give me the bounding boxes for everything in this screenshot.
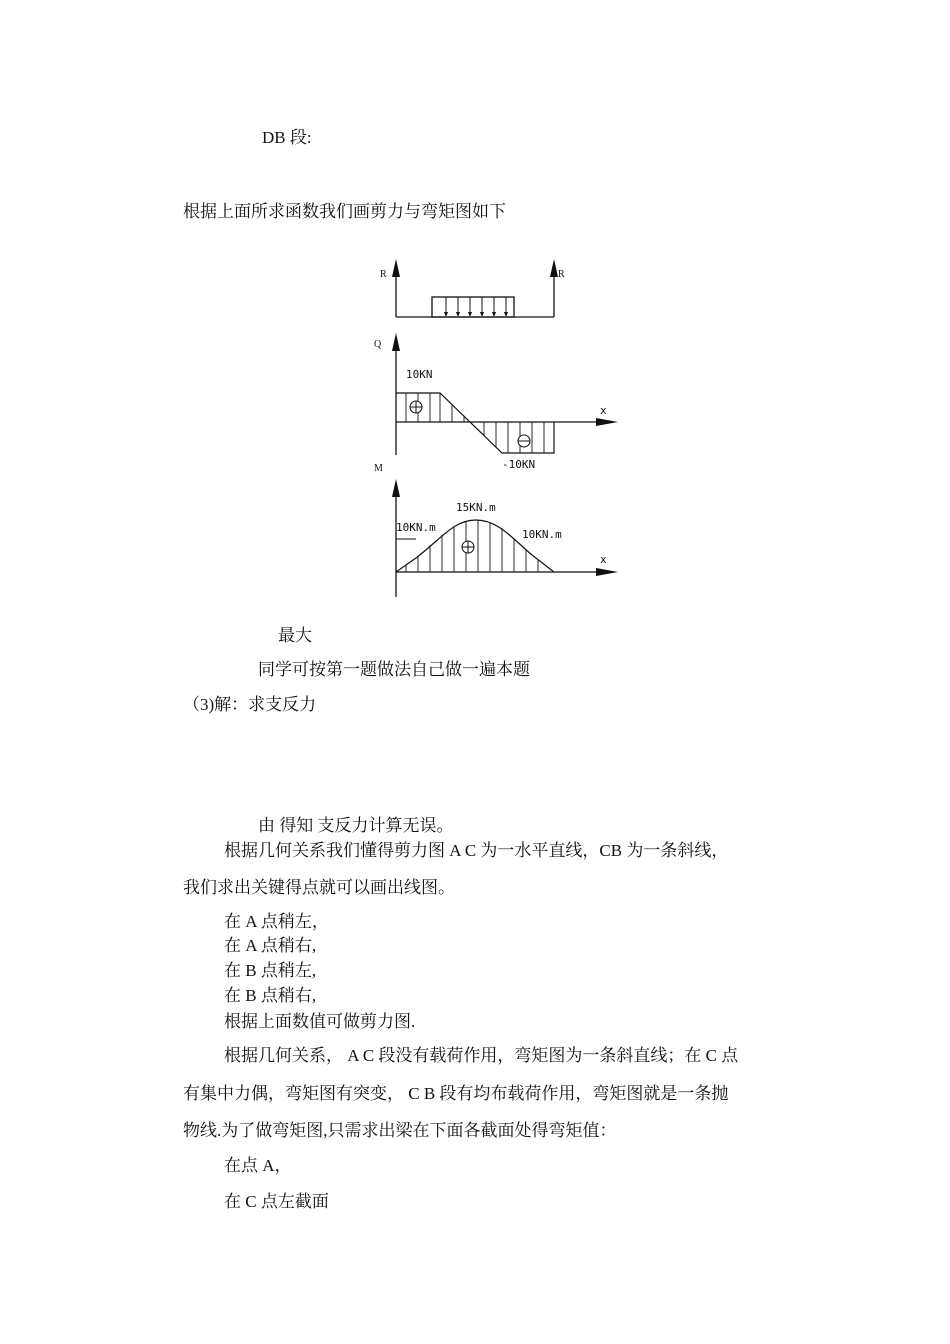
moment-right-label: 10KN.m xyxy=(522,528,562,541)
distributed-load-box xyxy=(432,297,514,317)
m-x-label: x xyxy=(600,553,607,566)
shear-negative-label: -10KN xyxy=(502,458,536,471)
moment-max-label: 15KN.m xyxy=(456,501,496,514)
at-point-a: 在点 A， xyxy=(224,1156,292,1175)
shear-conclusion: 根据上面数值可做剪力图. xyxy=(224,1012,416,1031)
para1-line2: 我们求出关键得点就可以画出线图。 xyxy=(183,878,455,897)
q-axis-label: Q xyxy=(374,339,382,350)
left-reaction-arrow xyxy=(392,259,400,277)
point-a-right: 在 A 点稍右, xyxy=(224,936,317,955)
load-arrows xyxy=(446,297,506,315)
max-label: 最大 xyxy=(278,626,312,645)
db-segment-label: DB 段: xyxy=(262,128,312,147)
q-x-label: x xyxy=(600,404,607,417)
m-axis-label: M xyxy=(374,463,383,474)
exercise-note: 同学可按第一题做法自己做一遍本题 xyxy=(258,660,530,679)
reaction-check: 由 得知 支反力计算无误。 xyxy=(258,816,454,835)
para2-line1: 根据几何关系， A C 段没有载荷作用，弯矩图为一条斜直线；在 C 点 xyxy=(224,1046,739,1065)
ra-label: R xyxy=(380,269,387,280)
shear-moment-diagram xyxy=(372,255,632,605)
rb-label: R xyxy=(558,269,565,280)
point-b-left: 在 B 点稍左, xyxy=(224,961,317,980)
at-c-left-section: 在 C 点左截面 xyxy=(224,1192,329,1211)
diagram-intro: 根据上面所求函数我们画剪力与弯矩图如下 xyxy=(183,202,506,221)
para2-line3: 物线.为了做弯矩图,只需求出梁在下面各截面处得弯矩值： xyxy=(183,1121,617,1140)
point-b-right: 在 B 点稍右, xyxy=(224,986,317,1005)
moment-left-label: 10KN.m xyxy=(396,521,436,534)
point-a-left: 在 A 点稍左， xyxy=(224,912,329,931)
right-reaction-arrow xyxy=(550,259,558,277)
shear-positive-label: 10KN xyxy=(406,368,433,381)
para1-line1: 根据几何关系我们懂得剪力图 A C 为一水平直线，CB 为一条斜线， xyxy=(224,841,729,860)
para2-line2: 有集中力偶，弯矩图有突变， C B 段有均布载荷作用，弯矩图就是一条抛 xyxy=(183,1084,729,1103)
part3-heading: （3)解：求支反力 xyxy=(183,695,317,714)
